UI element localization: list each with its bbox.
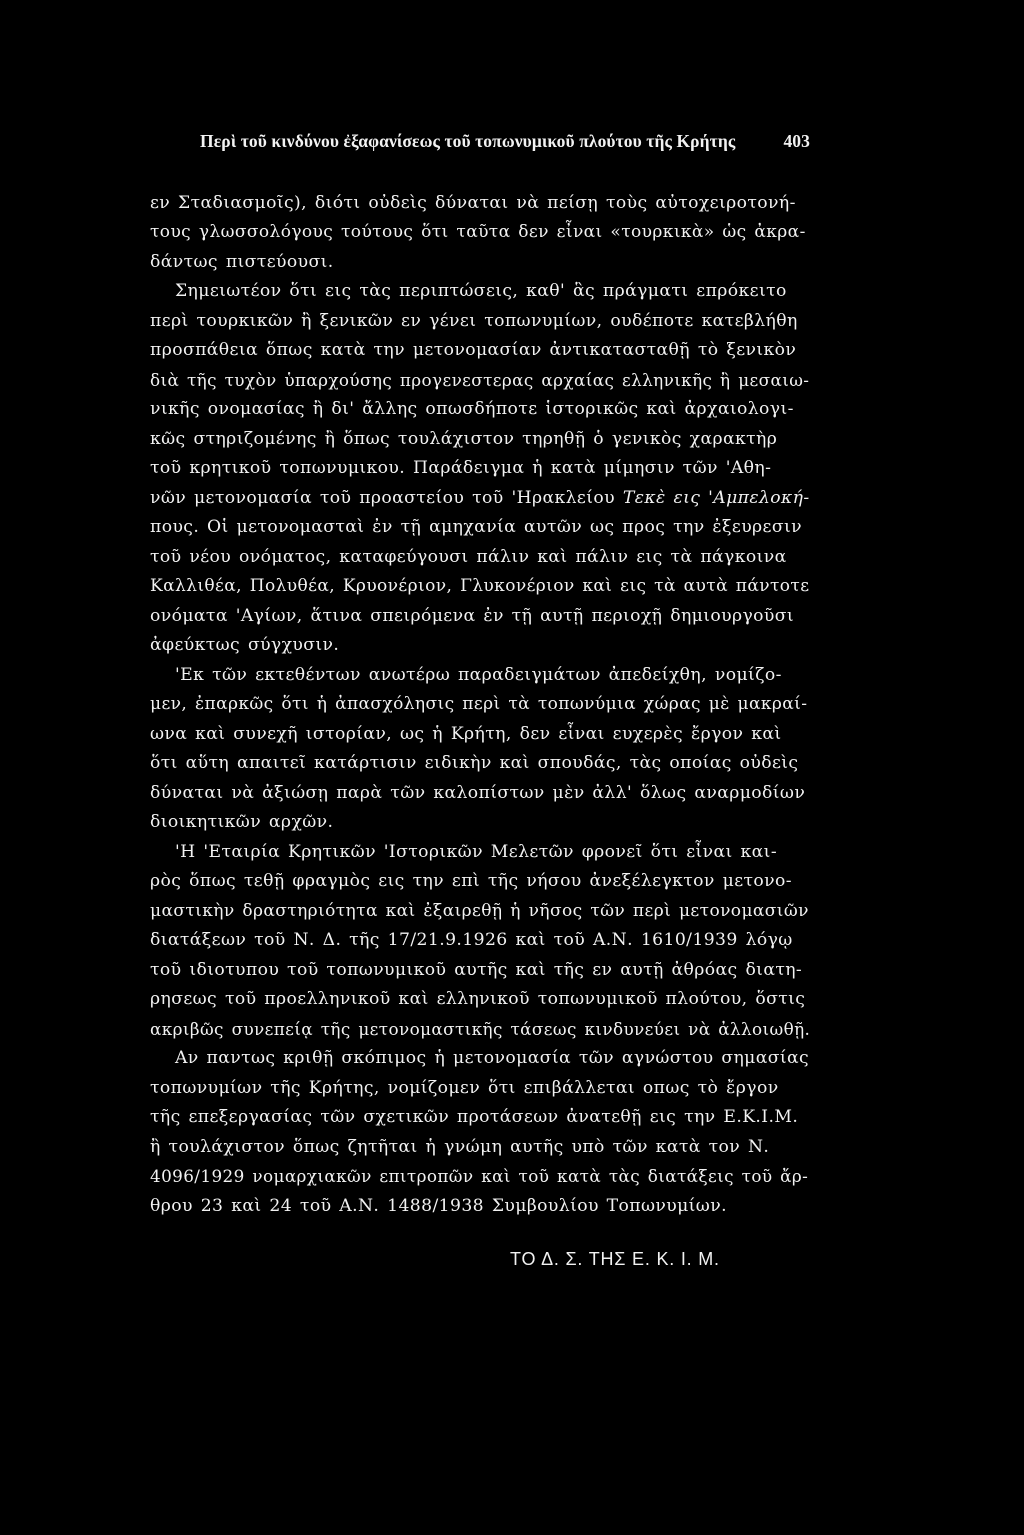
text-line: προσπάθεια ὅπως κατὰ την μετονομασίαν ἀντικατασταθῇ τὸ ξενικὸν <box>150 340 797 360</box>
text-line: κῶς στηριζομένης ἢ ὅπως τουλάχιστον τηρηθῇ ὁ γενικὸς χαρακτὴρ <box>150 429 778 449</box>
signature-line: ΤΟ Δ. Σ. ΤΗΣ Ε. Κ. Ι. Μ. <box>510 1249 720 1269</box>
text-line: δύναται νὰ ἀξιώσῃ παρὰ τῶν καλοπίστων μὲν ἀλλ' ὅλως αναρμοδίων <box>150 783 806 803</box>
text-line: Σημειωτέον ὅτι εις τὰς περιπτώσεις, καθ' ἃς πράγματι επρόκειτο <box>175 281 787 301</box>
text-line: ὅτι αὕτη απαιτεῖ κατάρτισιν ειδικὴν καὶ σπουδάς, τὰς οποίας οὐδεὶς <box>150 753 799 773</box>
text-line: 4096/1929 νομαρχιακῶν επιτροπῶν καὶ τοῦ κατὰ τὰς διατάξεις τοῦ ἄρ- <box>150 1166 809 1186</box>
running-header <box>200 131 810 152</box>
text-line: μεν, ἐπαρκῶς ὅτι ἡ ἀπασχόλησις περὶ τὰ τοπωνύμια χώρας μὲ μακραί- <box>150 694 808 714</box>
text-line: διοικητικῶν αρχῶν. <box>150 812 334 832</box>
text-line: τοῦ κρητικοῦ τοπωνυμικου. Παράδειγμα ἡ κατὰ μίμησιν τῶν 'Αθη- <box>150 458 772 478</box>
text-line: τοῦ ιδιοτυπου τοῦ τοπωνυμικοῦ αυτῆς καὶ τῆς εν αυτῇ ἀθρόας διατη- <box>150 960 803 980</box>
text-line: 'Εκ τῶν εκτεθέντων ανωτέρω παραδειγμάτων ἀπεδείχθη, νομίζο- <box>175 665 782 685</box>
text-line: Αν παντως κριθῇ σκόπιμος ἡ μετονομασία τῶν αγνώστου σημασίας <box>175 1048 810 1068</box>
text-line: περὶ τουρκικῶν ἢ ξενικῶν εν γένει τοπωνυμίων, ουδέποτε κατεβλήθη <box>150 311 798 331</box>
text-line: δάντως πιστεύουσι. <box>150 252 334 272</box>
italic-segment: Τεκὲ εις 'Αμπελοκή- <box>622 488 810 508</box>
text-line: τοῦ νέου ονόματος, καταφεύγουσι πάλιν καὶ πάλιν εις τὰ πάγκοινα <box>150 547 787 567</box>
text-line: ακριβῶς συνεπείᾳ τῆς μετονομαστικῆς τάσεως κινδυνεύει νὰ ἀλλοιωθῇ. <box>150 1019 811 1039</box>
text-line <box>150 488 810 508</box>
text-line: θρου 23 καὶ 24 τοῦ Α.Ν. 1488/1938 Συμβουλίου Τοπωνυμίων. <box>150 1196 727 1216</box>
text-line: μαστικὴν δραστηριότητα καὶ ἐξαιρεθῇ ἡ νῆσος τῶν περὶ μετονομασιῶν <box>150 901 809 921</box>
text-segment: νῶν μετονομασία τοῦ προαστείου τοῦ 'Ηρακλείου <box>150 488 615 508</box>
text-line: τῆς επεξεργασίας τῶν σχετικῶν προτάσεων ἀνατεθῇ εις την Ε.Κ.Ι.Μ. <box>150 1107 799 1127</box>
text-line: τοπωνυμίων τῆς Κρήτης, νομίζομεν ὅτι επιβάλλεται οπως τὸ ἔργον <box>150 1078 779 1098</box>
text-line: διὰ τῆς τυχὸν ὑπαρχούσης προγενεστερας αρχαίας ελληνικῆς ἢ μεσαιω- <box>150 370 810 390</box>
text-line: ἀφεύκτως σύγχυσιν. <box>150 635 340 655</box>
page-number: 403 <box>783 131 810 151</box>
text-line: ἢ τουλάχιστον ὅπως ζητῆται ἡ γνώμη αυτῆς υπὸ τῶν κατὰ τον Ν. <box>150 1137 770 1157</box>
text-line: πους. Οἱ μετονομασταὶ ἐν τῇ αμηχανία αυτῶν ως προς την ἐξευρεσιν <box>150 517 802 537</box>
text-line: ρὸς ὅπως τεθῇ φραγμὸς εις την επὶ τῆς νήσου ἀνεξέλεγκτον μετονο- <box>150 871 792 891</box>
text-line: νικῆς ονομασίας ἢ δι' ἄλλης οπωσδήποτε ἱστορικῶς καὶ ἀρχαιολογι- <box>150 399 794 419</box>
text-line: ονόματα 'Αγίων, ἅτινα σπειρόμενα ἐν τῇ αυτῇ περιοχῇ δημιουργοῦσι <box>150 606 795 626</box>
text-line: ωνα καὶ συνεχῆ ιστορίαν, ως ἡ Κρήτη, δεν εἶναι ευχερὲς ἔργον καὶ <box>150 724 782 744</box>
text-line: Καλλιθέα, Πολυθέα, Κρυονέριον, Γλυκονέριον καὶ εις τὰ αυτὰ πάντοτε <box>150 576 810 596</box>
text-line: τους γλωσσολόγους τούτους ὅτι ταῦτα δεν εἶναι «τουρκικὰ» ὡς ἀκρα- <box>150 222 806 242</box>
text-line: διατάξεων τοῦ Ν. Δ. τῆς 17/21.9.1926 καὶ τοῦ Α.Ν. 1610/1939 λόγῳ <box>150 930 793 950</box>
text-line: εν Σταδιασμοῖς), διότι οὐδεὶς δύναται νὰ πείσῃ τοὺς αὐτοχειροτονή- <box>150 193 796 213</box>
header-title: Περὶ τοῦ κινδύνου ἐξαφανίσεως τοῦ τοπωνυμικοῦ πλούτου τῆς Κρήτης <box>200 131 736 151</box>
text-line: ρησεως τοῦ προελληνικοῦ καὶ ελληνικοῦ τοπωνυμικοῦ πλούτου, ὅστις <box>150 989 806 1009</box>
text-line: 'Η 'Εταιρία Κρητικῶν 'Ιστορικῶν Μελετῶν φρονεῖ ὅτι εἶναι και- <box>175 842 778 862</box>
